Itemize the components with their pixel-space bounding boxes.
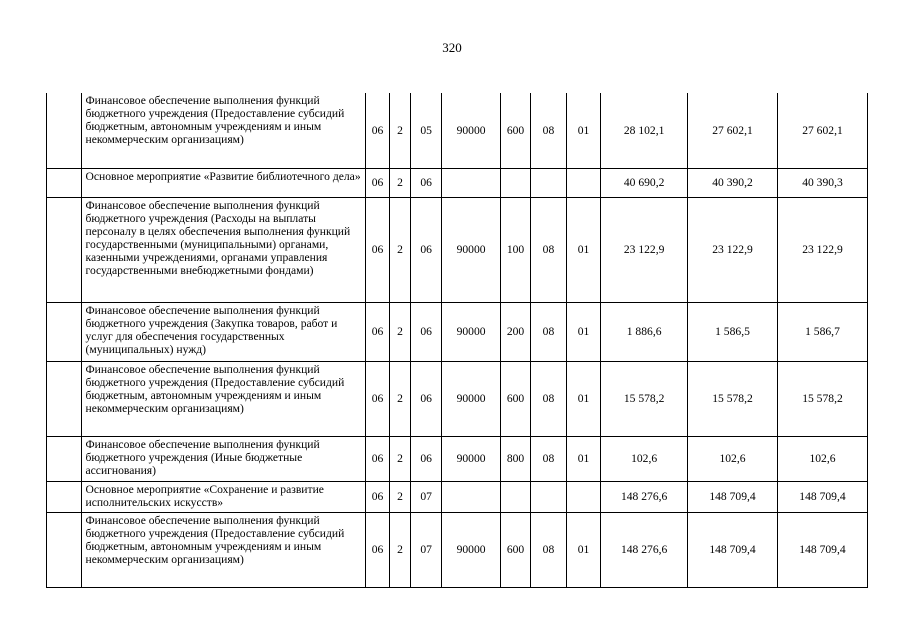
section-code-cell: 06 <box>365 302 389 361</box>
direction-code-cell: 90000 <box>442 197 501 302</box>
direction-code-cell: 90000 <box>442 436 501 481</box>
amount-year-1-cell: 15 578,2 <box>601 361 688 436</box>
measure-code-cell: 06 <box>410 168 441 197</box>
blank-cell <box>47 361 82 436</box>
blank-cell <box>47 512 82 587</box>
expense-type-code-cell: 600 <box>500 361 530 436</box>
section-code-cell: 06 <box>365 436 389 481</box>
subprogram-code-cell: 2 <box>390 93 411 168</box>
amount-year-1-cell: 1 886,6 <box>601 302 688 361</box>
section-code-cell: 06 <box>365 512 389 587</box>
item-name-cell: Финансовое обеспечение выполнения функций бюджетного учреждения (Предоставление субсидий бюджетным, автономным учреждениям и иным некоммерческим организациям) <box>81 93 365 168</box>
expense-type-code-cell: 600 <box>500 512 530 587</box>
measure-code-cell: 07 <box>410 481 441 512</box>
chapter-code-cell: 08 <box>531 436 567 481</box>
amount-year-2-cell: 40 390,2 <box>688 168 778 197</box>
section-code-cell: 06 <box>365 93 389 168</box>
amount-year-3-cell: 23 122,9 <box>777 197 867 302</box>
direction-code-cell: 90000 <box>442 361 501 436</box>
measure-code-cell: 06 <box>410 436 441 481</box>
item-name-cell: Финансовое обеспечение выполнения функций бюджетного учреждения (Предоставление субсидий бюджетным, автономным учреждениям и иным некоммерческим организациям) <box>81 512 365 587</box>
expense-type-code-cell: 600 <box>500 93 530 168</box>
table-row <box>47 361 868 436</box>
chapter-code-cell: 08 <box>531 302 567 361</box>
subprogram-code-cell: 2 <box>390 481 411 512</box>
subsection-code-cell: 01 <box>566 436 601 481</box>
amount-year-1-cell: 148 276,6 <box>601 481 688 512</box>
amount-year-3-cell: 1 586,7 <box>777 302 867 361</box>
table-row <box>47 436 868 481</box>
amount-year-3-cell: 148 709,4 <box>777 512 867 587</box>
subprogram-code-cell: 2 <box>390 361 411 436</box>
item-name-cell: Финансовое обеспечение выполнения функций бюджетного учреждения (Расходы на выплаты персоналу в целях обеспечения выполнения функций государственными (муниципальными) органами, казенными учреждениями, органами управления государственными внебюджетными фондами) <box>81 197 365 302</box>
subsection-code-cell: 01 <box>566 302 601 361</box>
direction-code-cell: 90000 <box>442 302 501 361</box>
blank-cell <box>47 93 82 168</box>
table-row <box>47 168 868 197</box>
item-name-cell: Основное мероприятие «Сохранение и развитие исполнительских искусств» <box>81 481 365 512</box>
item-name-cell: Финансовое обеспечение выполнения функций бюджетного учреждения (Иные бюджетные ассигнования) <box>81 436 365 481</box>
subsection-code-cell: 01 <box>566 93 601 168</box>
amount-year-3-cell: 102,6 <box>777 436 867 481</box>
amount-year-1-cell: 102,6 <box>601 436 688 481</box>
subprogram-code-cell: 2 <box>390 512 411 587</box>
expense-type-code-cell: 100 <box>500 197 530 302</box>
table-row <box>47 197 868 302</box>
amount-year-3-cell: 148 709,4 <box>777 481 867 512</box>
chapter-code-cell: 08 <box>531 197 567 302</box>
chapter-code-cell: 08 <box>531 361 567 436</box>
direction-code-cell: 90000 <box>442 93 501 168</box>
measure-code-cell: 06 <box>410 197 441 302</box>
amount-year-3-cell: 15 578,2 <box>777 361 867 436</box>
amount-year-2-cell: 102,6 <box>688 436 778 481</box>
blank-cell <box>47 302 82 361</box>
measure-code-cell: 07 <box>410 512 441 587</box>
expense-type-code-cell <box>500 481 530 512</box>
expense-type-code-cell: 800 <box>500 436 530 481</box>
section-code-cell: 06 <box>365 168 389 197</box>
subprogram-code-cell: 2 <box>390 436 411 481</box>
amount-year-1-cell: 148 276,6 <box>601 512 688 587</box>
amount-year-3-cell: 27 602,1 <box>777 93 867 168</box>
subprogram-code-cell: 2 <box>390 302 411 361</box>
amount-year-2-cell: 1 586,5 <box>688 302 778 361</box>
amount-year-3-cell: 40 390,3 <box>777 168 867 197</box>
page-number: 320 <box>442 40 462 55</box>
amount-year-2-cell: 23 122,9 <box>688 197 778 302</box>
direction-code-cell <box>442 481 501 512</box>
subsection-code-cell <box>566 481 601 512</box>
amount-year-1-cell: 28 102,1 <box>601 93 688 168</box>
amount-year-1-cell: 40 690,2 <box>601 168 688 197</box>
amount-year-2-cell: 148 709,4 <box>688 481 778 512</box>
amount-year-1-cell: 23 122,9 <box>601 197 688 302</box>
chapter-code-cell <box>531 168 567 197</box>
section-code-cell: 06 <box>365 197 389 302</box>
item-name-cell: Финансовое обеспечение выполнения функций бюджетного учреждения (Закупка товаров, работ и услуг для обеспечения государственных (муниципальных) нужд) <box>81 302 365 361</box>
table-row <box>47 93 868 168</box>
amount-year-2-cell: 27 602,1 <box>688 93 778 168</box>
amount-year-2-cell: 15 578,2 <box>688 361 778 436</box>
item-name-cell: Финансовое обеспечение выполнения функций бюджетного учреждения (Предоставление субсидий бюджетным, автономным учреждениям и иным некоммерческим организациям) <box>81 361 365 436</box>
measure-code-cell: 05 <box>410 93 441 168</box>
section-code-cell: 06 <box>365 361 389 436</box>
blank-cell <box>47 436 82 481</box>
table-row <box>47 512 868 587</box>
subsection-code-cell: 01 <box>566 512 601 587</box>
subprogram-code-cell: 2 <box>390 168 411 197</box>
amount-year-2-cell: 148 709,4 <box>688 512 778 587</box>
blank-cell <box>47 197 82 302</box>
table-row <box>47 302 868 361</box>
chapter-code-cell: 08 <box>531 512 567 587</box>
subprogram-code-cell: 2 <box>390 197 411 302</box>
expense-type-code-cell <box>500 168 530 197</box>
budget-table-body <box>47 93 868 587</box>
table-row <box>47 481 868 512</box>
subsection-code-cell <box>566 168 601 197</box>
section-code-cell: 06 <box>365 481 389 512</box>
subsection-code-cell: 01 <box>566 361 601 436</box>
measure-code-cell: 06 <box>410 361 441 436</box>
budget-table <box>46 93 868 588</box>
chapter-code-cell: 08 <box>531 93 567 168</box>
direction-code-cell <box>442 168 501 197</box>
blank-cell <box>47 481 82 512</box>
subsection-code-cell: 01 <box>566 197 601 302</box>
chapter-code-cell <box>531 481 567 512</box>
blank-cell <box>47 168 82 197</box>
measure-code-cell: 06 <box>410 302 441 361</box>
item-name-cell: Основное мероприятие «Развитие библиотечного дела» <box>81 168 365 197</box>
direction-code-cell: 90000 <box>442 512 501 587</box>
expense-type-code-cell: 200 <box>500 302 530 361</box>
